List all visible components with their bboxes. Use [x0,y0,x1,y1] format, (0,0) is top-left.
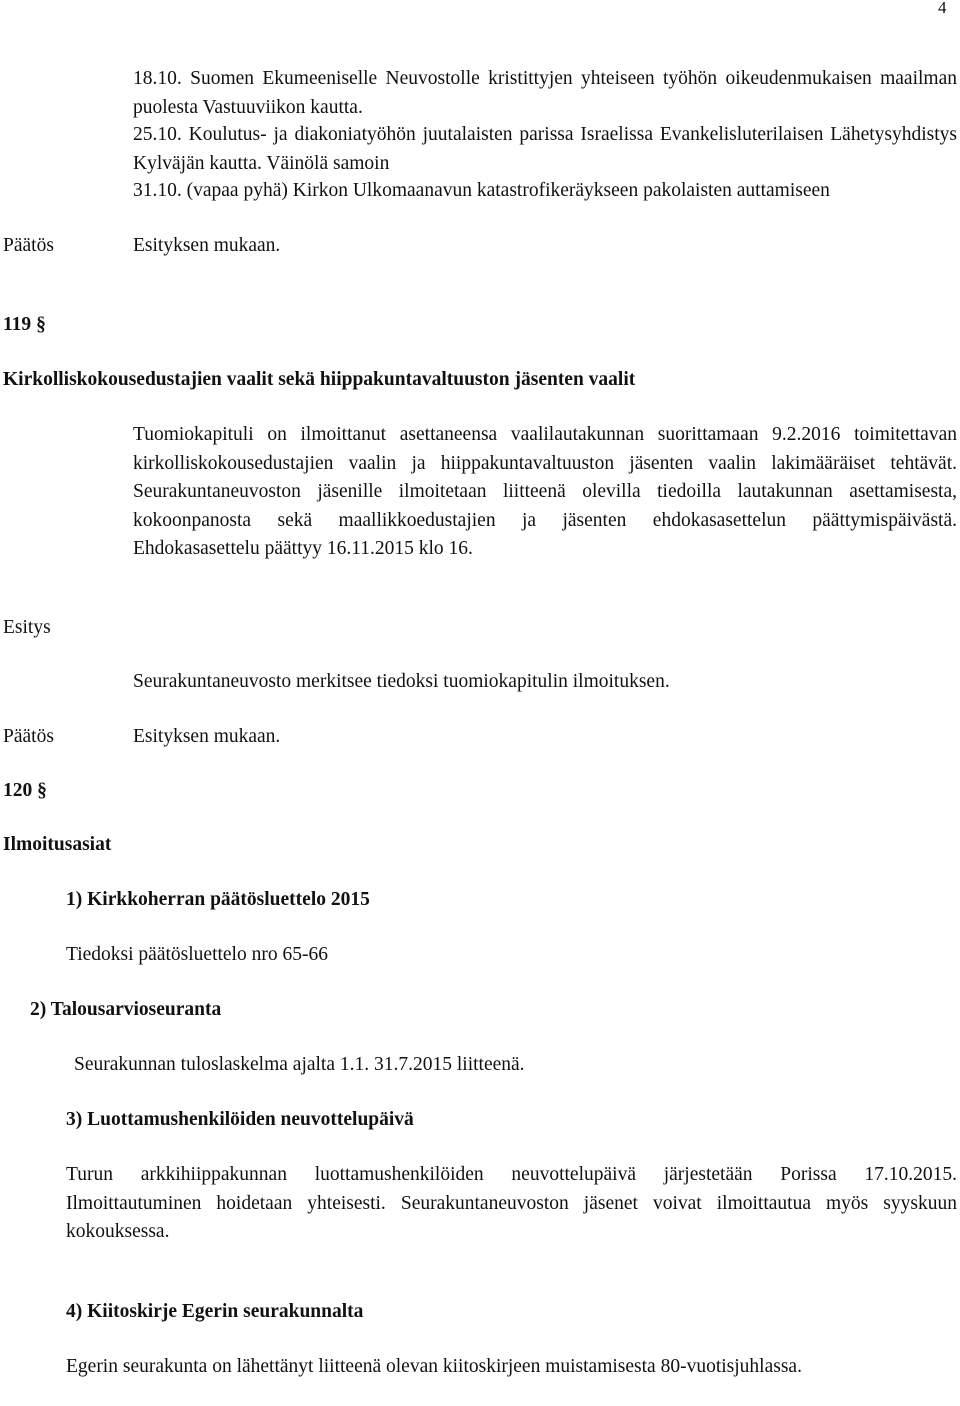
decision-text: Esityksen mukaan. [133,235,281,256]
intro-line-1: 18.10. Suomen Ekumeeniselle Neuvostolle kristittyjen yhteiseen työhön oikeudenmukaisen maailman puolesta Vastuuviikon kautta. [133,68,957,118]
section-119-decision-text: Esityksen mukaan. [133,726,281,747]
section-119-decision-label: Päätös [3,726,54,747]
section-119-proposal-label: Esitys [3,617,51,638]
item-3-heading: 3) Luottamushenkilöiden neuvottelupäivä [66,1109,414,1130]
item-4-heading: 4) Kiitoskirje Egerin seurakunnalta [66,1301,364,1322]
section-120-number: 120 § [3,777,47,806]
section-119-body: Tuomiokapituli on ilmoittanut asettaneensa vaalilautakunnan suorittamaan 9.2.2016 toimitettavan kirkolliskokousedustajien vaalin ja hiippakuntavaltuuston jäsenten vaalin lakimääräiset tehtävät. Seurakuntaneuvoston jäsenille ilmoitetaan liitteenä olevilla tiedoilla lautakunnan asettamisesta, kokoonpanosta sekä maallikkoedustajien ja jäsenten ehdokasasettelun päättymispäivästä. Ehdokasasettelu päättyy 16.11.2015 klo 16. [133,424,957,559]
item-4-text: Egerin seurakunta on lähettänyt liitteenä olevan kiitoskirjeen muistamisesta 80-vuotisjuhlassa. [66,1356,802,1377]
section-119-title: Kirkolliskokousedustajien vaalit sekä hiippakuntavaltuuston jäsenten vaalit [3,369,636,390]
decision-label: Päätös [3,235,54,256]
intro-line-3: 31.10. (vapaa pyhä) Kirkon Ulkomaanavun katastrofikeräykseen pakolaisten auttamiseen [133,180,830,201]
section-119-number: 119 § [3,311,46,340]
section-119-proposal-text: Seurakuntaneuvosto merkitsee tiedoksi tuomiokapitulin ilmoituksen. [133,671,670,692]
item-3-text: Turun arkkihiippakunnan luottamushenkilöiden neuvottelupäivä järjestetään Porissa 17.10.2015. Ilmoittautuminen hoidetaan yhteisesti. Seurakuntaneuvoston jäsenet voivat ilmoittautua myös syyskuun kokouksessa. [66,1164,957,1242]
intro-line-2: 25.10. Koulutus- ja diakoniatyöhön juutalaisten parissa Israelissa Evankelisluterilaisen Lähetysyhdistys Kylväjän kautta. Väinölä samoin [133,124,957,174]
item-2-text: Seurakunnan tuloslaskelma ajalta 1.1. 31.7.2015 liitteenä. [74,1054,525,1075]
page-number: 4 [938,0,947,17]
section-120-title: Ilmoitusasiat [3,834,112,855]
item-2-heading: 2) Talousarvioseuranta [30,999,222,1020]
item-1-text: Tiedoksi päätösluettelo nro 65-66 [66,944,328,965]
item-1-heading: 1) Kirkkoherran päätösluettelo 2015 [66,889,370,910]
